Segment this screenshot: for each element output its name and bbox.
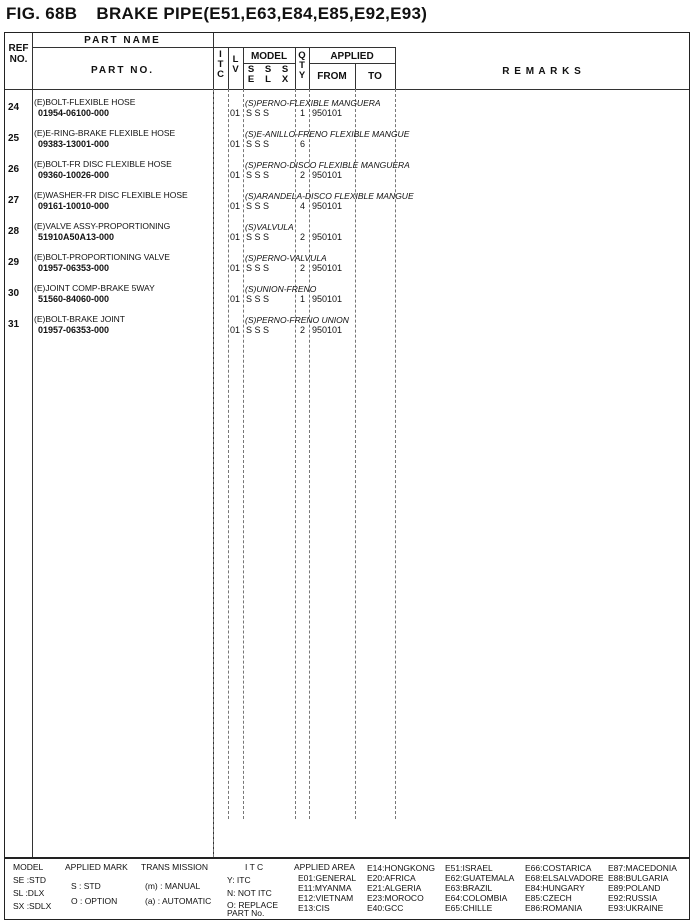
part-number: 09161-10010-000 [38, 201, 110, 211]
legend-area-item: E14:HONGKONG [367, 863, 436, 873]
model-sl-header: S L [264, 64, 272, 85]
legend-itc-item: O: REPLACE PART No. [227, 900, 279, 918]
ref-number: 26 [8, 164, 20, 175]
remark: (S)PERNO-VALVULA [245, 253, 327, 263]
part-number: 09383-13001-000 [38, 139, 110, 149]
lv-header: L V [232, 54, 239, 75]
remark: (S)E-ANILLO-FRENO FLEXIBLE MANGUE [245, 129, 410, 139]
legend-area-item: E65:CHILLE [445, 903, 493, 913]
itc-header: I T C [217, 49, 224, 80]
ref-number: 28 [8, 226, 20, 237]
legend-area-item: E92:RUSSIA [608, 893, 658, 903]
ref-number: 24 [8, 102, 20, 113]
model-marks: S S S [246, 201, 270, 211]
qty-value: 1 [300, 108, 306, 118]
qty-value: 4 [300, 201, 306, 211]
part-name: (E)JOINT COMP-BRAKE 5WAY [34, 283, 155, 293]
part-name: (E)BOLT-PROPORTIONING VALVE [34, 252, 170, 262]
model-marks: S S S [246, 325, 270, 335]
qty-value: 2 [300, 232, 306, 242]
model-sx-header: S X [281, 64, 289, 85]
part-number: 01957-06353-000 [38, 325, 110, 335]
part-name: (E)BOLT-FR DISC FLEXIBLE HOSE [34, 159, 172, 169]
applied-from: 950101 [312, 325, 343, 335]
part-name: (E)E-RING-BRAKE FLEXIBLE HOSE [34, 128, 176, 138]
part-name-header: PART NAME [84, 35, 161, 46]
legend-mark-title: APPLIED MARK [65, 862, 128, 872]
lv-value: 01 [230, 201, 241, 211]
legend-mark-item: O : OPTION [71, 896, 118, 906]
qty-header: Q T Y [298, 50, 306, 81]
legend-area-item: E85:CZECH [525, 893, 572, 903]
applied-header: APPLIED [330, 51, 374, 62]
legend-trans-item: (m) : MANUAL [145, 881, 201, 891]
model-marks: S S S [246, 294, 270, 304]
to-header: TO [368, 71, 382, 82]
parts-table [4, 32, 690, 858]
legend-area-item: E40:GCC [367, 903, 404, 913]
figure-name: BRAKE PIPE(E51,E63,E84,E85,E92,E93) [96, 4, 428, 23]
model-marks: S S S [246, 232, 270, 242]
part-number: 01954-06100-000 [38, 108, 110, 118]
remark: (S)UNION-FRENO [245, 284, 317, 294]
remark: (S)PERNO-FRENO UNION [245, 315, 349, 325]
part-name: (E)BOLT-BRAKE JOINT [34, 314, 125, 324]
legend-area-item: E12:VIETNAM [298, 893, 354, 903]
part-name: (E)WASHER-FR DISC FLEXIBLE HOSE [34, 190, 188, 200]
legend-area-item: E11:MYANMA [298, 883, 352, 893]
legend-area-item: E89:POLAND [608, 883, 661, 893]
legend-area-item: E21:ALGERIA [367, 883, 422, 893]
applied-from: 950101 [312, 232, 343, 242]
applied-from: 950101 [312, 201, 343, 211]
legend-itc-title: I T C [245, 862, 264, 872]
part-number: 09360-10026-000 [38, 170, 110, 180]
part-name: (E)BOLT-FLEXIBLE HOSE [34, 97, 136, 107]
part-number: 51910A50A13-000 [38, 232, 115, 242]
legend-area-item: E87:MACEDONIA [608, 863, 677, 873]
model-marks: S S S [246, 108, 270, 118]
legend-itc-item: N: NOT ITC [227, 888, 272, 898]
legend-area-item: E20:AFRICA [367, 873, 416, 883]
applied-from: 950101 [312, 170, 343, 180]
applied-from: 950101 [312, 108, 343, 118]
legend-trans-item: (a) : AUTOMATIC [145, 896, 212, 906]
qty-value: 6 [300, 139, 306, 149]
model-marks: S S S [246, 263, 270, 273]
legend-area-item: E51:ISRAEL [445, 863, 493, 873]
legend [4, 858, 690, 920]
model-marks: S S S [246, 139, 270, 149]
legend-mark-item: S : STD [71, 881, 101, 891]
lv-value: 01 [230, 139, 241, 149]
qty-value: 2 [300, 263, 306, 273]
legend-area-item: E62:GUATEMALA [445, 873, 515, 883]
ref-number: 25 [8, 133, 20, 144]
qty-value: 2 [300, 325, 306, 335]
qty-value: 1 [300, 294, 306, 304]
legend-area-title: APPLIED AREA [294, 862, 355, 872]
remark: (S)PERNO-DISCO FLEXIBLE MANGUERA [245, 160, 410, 170]
model-se-header: S E [247, 64, 255, 85]
ref-number: 30 [8, 288, 20, 299]
from-header: FROM [317, 71, 347, 82]
ref-number: 27 [8, 195, 20, 206]
legend-model-title: MODEL [13, 862, 44, 872]
remark: (S)ARANDELA-DISCO FLEXIBLE MANGUE [245, 191, 414, 201]
legend-model-item: SL :DLX [13, 888, 45, 898]
lv-value: 01 [230, 170, 241, 180]
legend-area-item: E13:CIS [298, 903, 330, 913]
remarks-header: R E M A R K S [502, 66, 582, 77]
model-marks: S S S [246, 170, 270, 180]
lv-value: 01 [230, 108, 241, 118]
legend-itc-item: Y: ITC [227, 875, 251, 885]
legend-area-item: E63:BRAZIL [445, 883, 493, 893]
legend-area-item: E66:COSTARICA [525, 863, 592, 873]
part-no-header: PART NO. [90, 65, 155, 76]
model-header: MODEL [250, 51, 288, 62]
legend-area-item: E86:ROMANIA [525, 903, 583, 913]
part-number: 01957-06353-000 [38, 263, 110, 273]
legend-area-item: E68:ELSALVADORE [525, 873, 604, 883]
lv-value: 01 [230, 263, 241, 273]
qty-value: 2 [300, 170, 306, 180]
figure-number: FIG. 68B [6, 4, 78, 23]
legend-area-item: E23:MOROCO [367, 893, 424, 903]
applied-from: 950101 [312, 294, 343, 304]
lv-value: 01 [230, 294, 241, 304]
ref-number: 29 [8, 257, 20, 268]
legend-area-item: E88:BULGARIA [608, 873, 669, 883]
ref-no-header: REF NO. [8, 43, 29, 65]
legend-area-item: E64:COLOMBIA [445, 893, 508, 903]
part-number: 51560-84060-000 [38, 294, 110, 304]
legend-area-item: E93:UKRAINE [608, 903, 664, 913]
legend-model-item: SE :STD [13, 875, 47, 885]
applied-from: 950101 [312, 263, 343, 273]
ref-number: 31 [8, 319, 20, 330]
legend-trans-title: TRANS MISSION [141, 862, 209, 872]
remark: (S)VALVULA [245, 222, 294, 232]
lv-value: 01 [230, 325, 241, 335]
legend-area-item: E01:GENERAL [298, 873, 357, 883]
remark: (S)PERNO-FLEXIBLE MANGUERA [245, 98, 381, 108]
part-name: (E)VALVE ASSY-PROPORTIONING [34, 221, 171, 231]
lv-value: 01 [230, 232, 241, 242]
page-title [6, 4, 427, 24]
legend-model-item: SX :SDLX [13, 901, 52, 911]
legend-area-item: E84:HUNGARY [525, 883, 585, 893]
